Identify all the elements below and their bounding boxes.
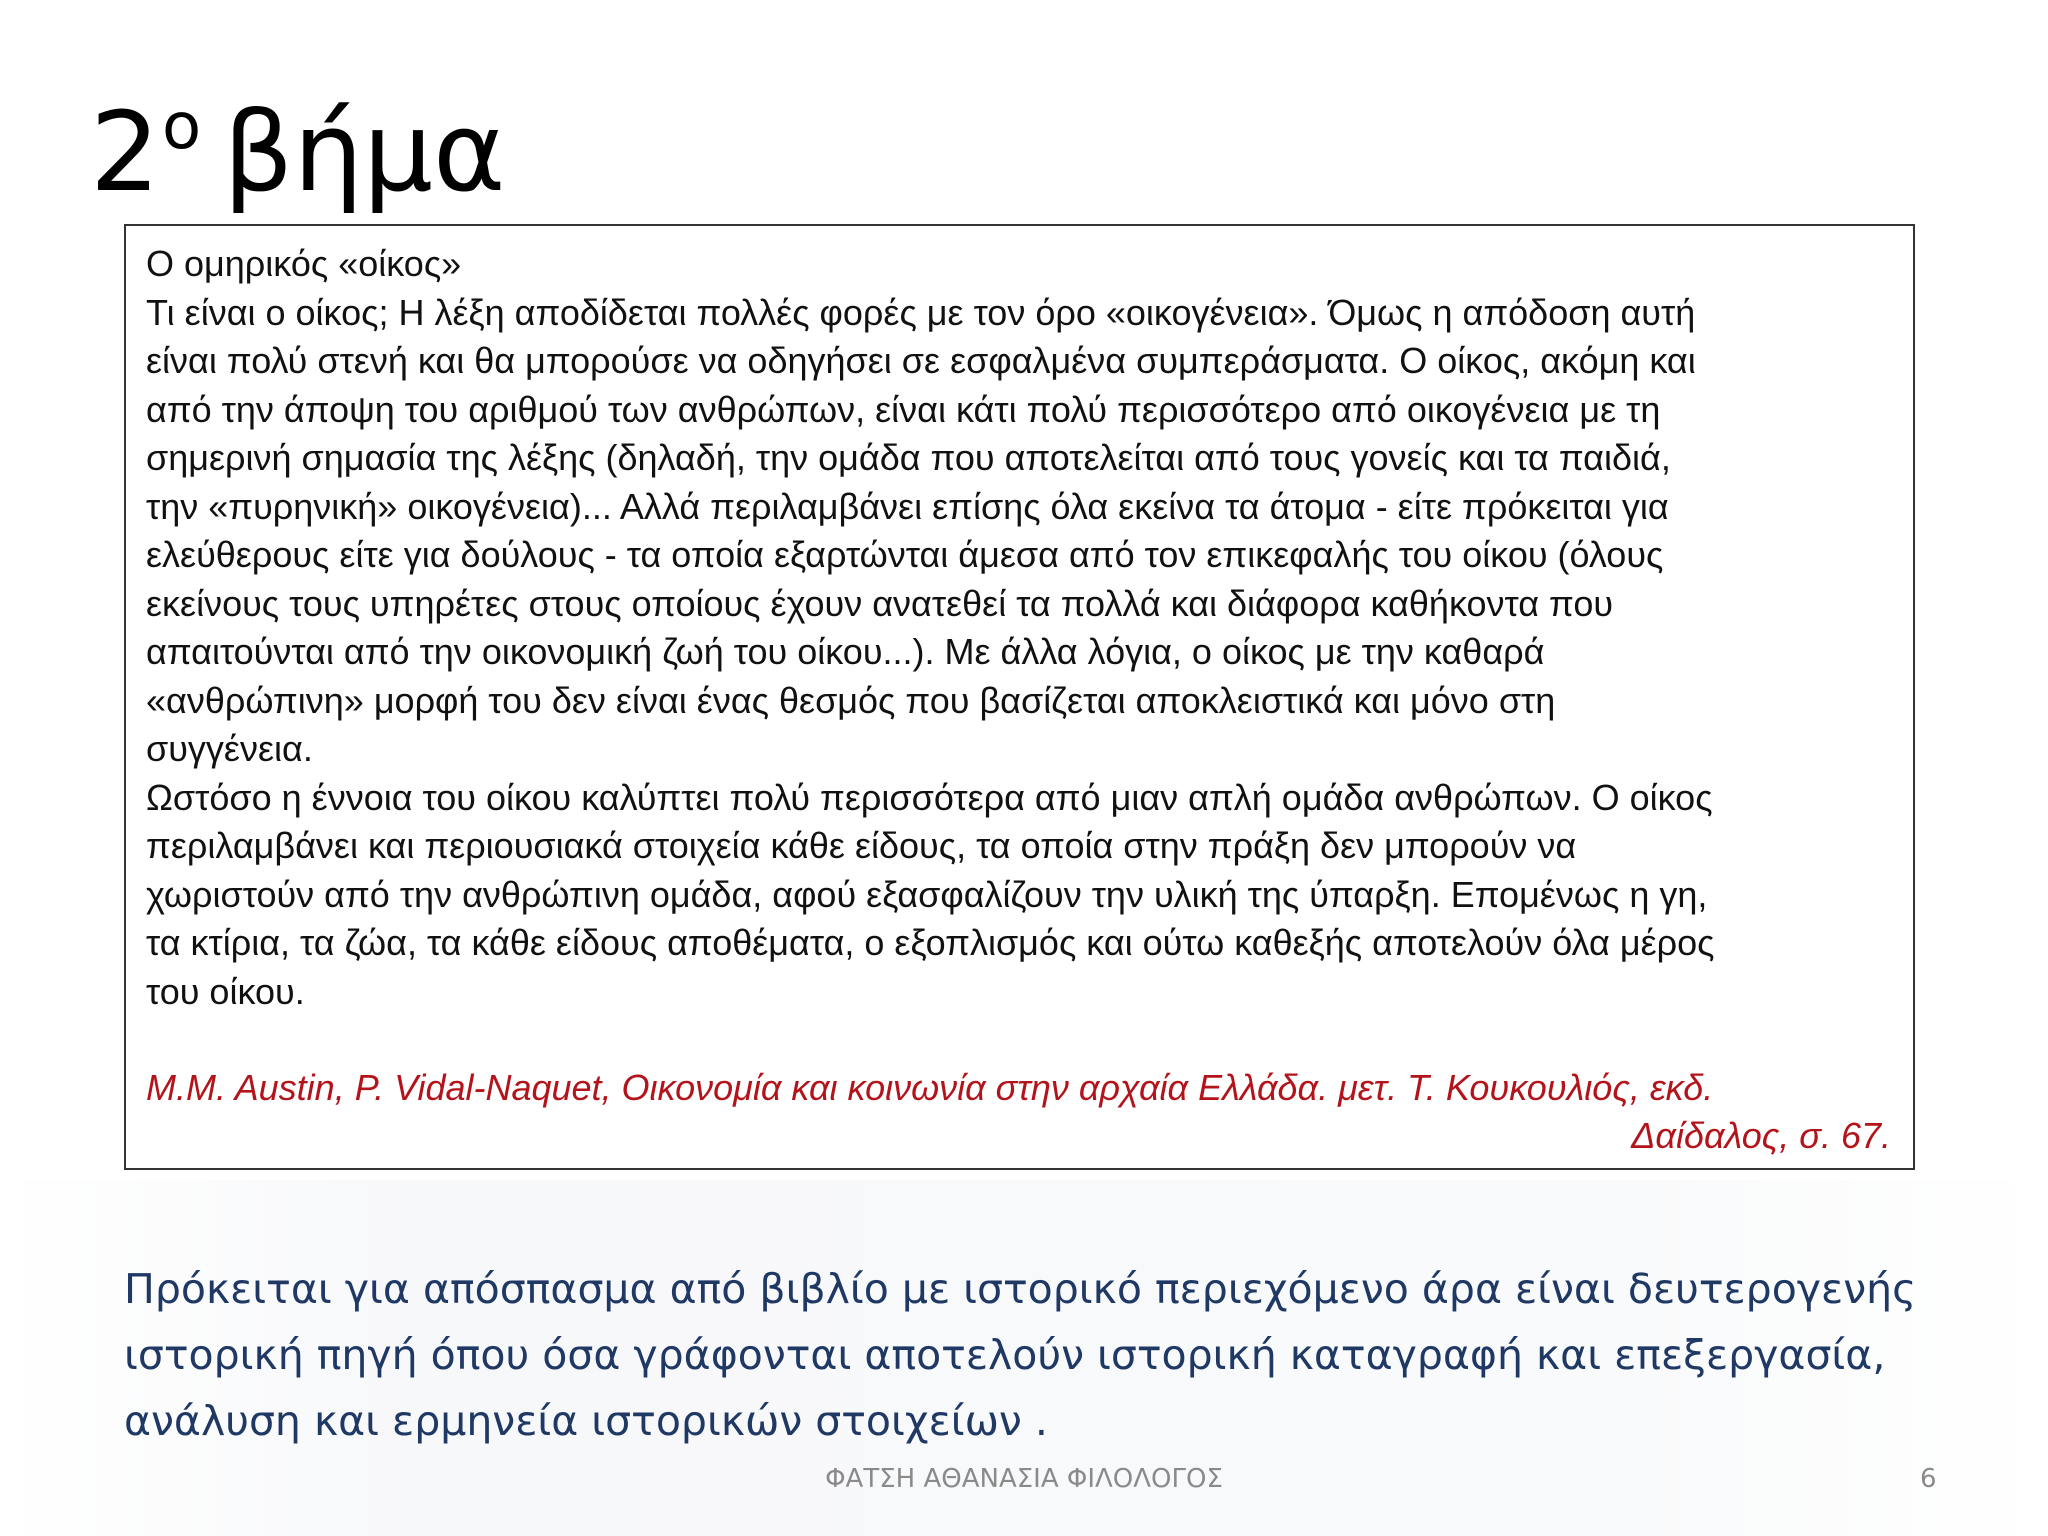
quote-line: του οίκου. bbox=[146, 970, 305, 1012]
quote-line: περιλαμβάνει και περιουσιακά στοιχεία κάθε είδους, τα οποία στην πράξη δεν μπορούν να bbox=[146, 825, 1577, 866]
slide-footer: ΦΑΤΣΗ ΑΘΑΝΑΣΙΑ ΦΙΛΟΛΟΓΟΣ bbox=[825, 1464, 1223, 1494]
quote-line: «ανθρώπινη» μορφή του δεν είναι ένας θεσμός που βασίζεται αποκλειστικά και μόνο στη bbox=[146, 679, 1556, 721]
quote-line: την «πυρηνική» οικογένεια)... Αλλά περιλαμβάνει επίσης όλα εκείνα τα άτομα - είτε πρόκειται για bbox=[146, 485, 1669, 527]
citation-line-2: Δαίδαλος, σ. 67. bbox=[1631, 1115, 1891, 1156]
quote-line: εκείνους τους υπηρέτες στους οποίους έχουν ανατεθεί τα πολλά και διάφορα καθήκοντα που bbox=[146, 582, 1614, 624]
citation-line-1: M.M. Austin, P. Vidal-Naquet, Οικονομία και κοινωνία στην αρχαία Ελλάδα. μετ. Τ. Κουκουλιός, εκδ. bbox=[146, 1067, 1714, 1108]
page-number: 6 bbox=[1920, 1464, 1937, 1494]
quote-line: τα κτίρια, τα ζώα, τα κάθε είδους αποθέματα, ο εξοπλισμός και ούτω καθεξής αποτελούν όλα μέρος bbox=[146, 922, 1715, 963]
title-number: 2 bbox=[90, 88, 160, 216]
quote-line: απαιτούνται από την οικονομική ζωή του οίκου...). Με άλλα λόγια, ο οίκος με την καθαρά bbox=[146, 631, 1545, 672]
quote-line: σημερινή σημασία της λέξης (δηλαδή, την ομάδα που αποτελείται από τους γονείς και τα παιδιά, bbox=[146, 437, 1671, 478]
quote-line: ελεύθερους είτε για δούλους - τα οποία εξαρτώνται άμεσα από τον επικεφαλής του οίκου (όλους bbox=[146, 534, 1664, 575]
citation bbox=[146, 1064, 1891, 1160]
quote-line: είναι πολύ στενή και θα μπορούσε να οδηγήσει σε εσφαλμένα συμπεράσματα. Ο οίκος, ακόμη και bbox=[146, 340, 1696, 381]
title-ordinal: ο bbox=[162, 90, 202, 164]
quote-box bbox=[124, 224, 1915, 1170]
quote-line: Τι είναι ο οίκος; Η λέξη αποδίδεται πολλές φορές με τον όρο «οικογένεια». Όμως η απόδοση αυτή bbox=[146, 291, 1696, 333]
quote-line: συγγένεια. bbox=[146, 728, 313, 769]
quote-line: από την άποψη του αριθμού των ανθρώπων, είναι κάτι πολύ περισσότερο από οικογένεια με τη bbox=[146, 388, 1661, 430]
quote-line: Ωστόσο η έννοια του οίκου καλύπτει πολύ περισσότερα από μιαν απλή ομάδα ανθρώπων. Ο οίκος bbox=[146, 776, 1713, 818]
title-word: βήμα bbox=[223, 88, 506, 216]
quote-line: χωριστούν από την ανθρώπινη ομάδα, αφού εξασφαλίζουν την υλική της ύπαρξη. Επομένως η γη, bbox=[146, 873, 1708, 915]
explanation-text: Πρόκειται για απόσπασμα από βιβλίο με ιστορικό περιεχόμενο άρα είναι δευτερογενής ιστορική πηγή όπου όσα γράφονται αποτελούν ιστορική καταγραφή και επεξεργασία, ανάλυση και ερμηνεία ιστορικών στοιχείων . bbox=[124, 1265, 1917, 1445]
slide-title bbox=[90, 62, 506, 217]
quote-line: Ο ομηρικός «οίκος» bbox=[146, 243, 462, 284]
